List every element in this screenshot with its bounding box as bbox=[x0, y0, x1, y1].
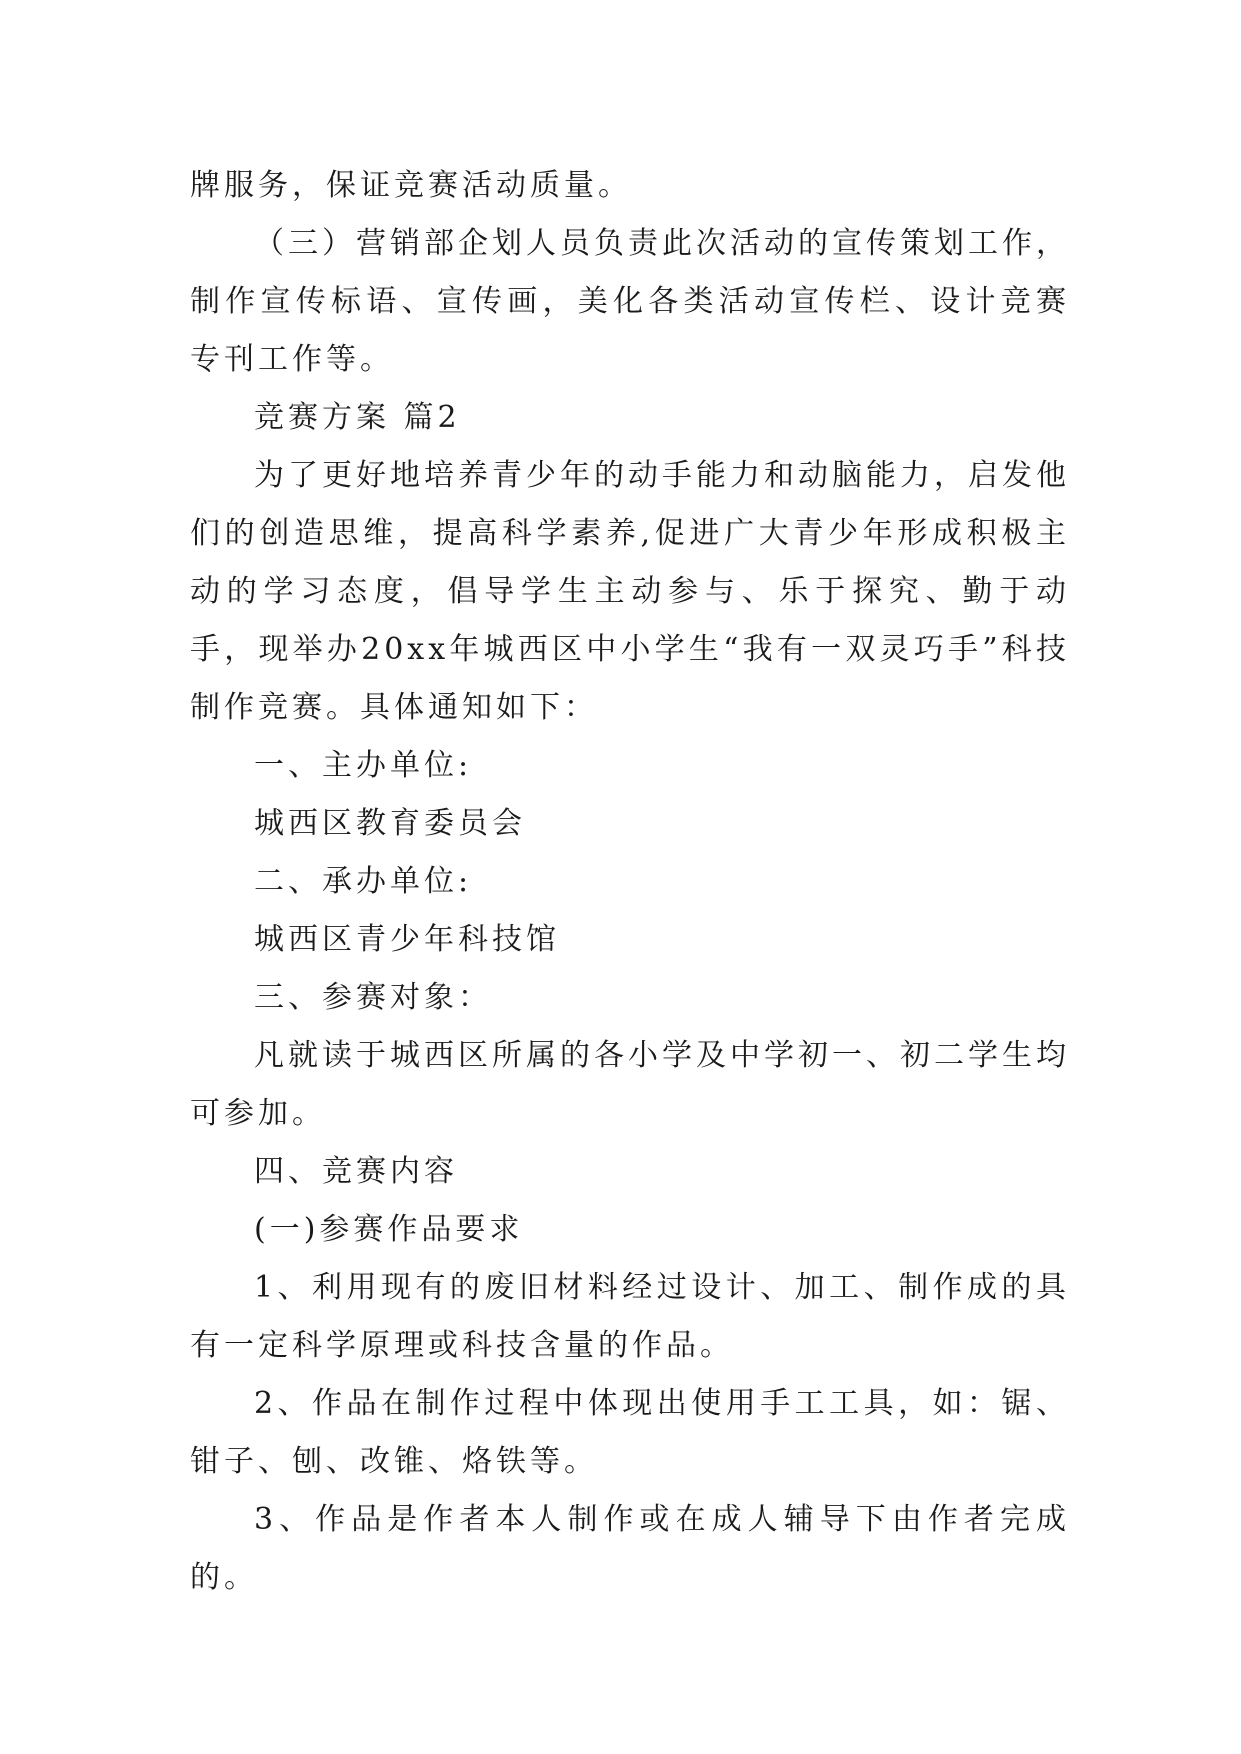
section-heading: 一、主办单位: bbox=[254, 748, 473, 783]
list-item: 1、利用现有的废旧材料经过设计、加工、制作成的具有一定科学原理或科技含量的作品。 bbox=[190, 1270, 1070, 1363]
section-heading: 三、参赛对象： bbox=[254, 980, 492, 1015]
paragraph: 为了更好地培养青少年的动手能力和动脑能力，启发他们的创造思维，提高科学素养,促进广大青少年形成积极主动的学习态度，倡导学生主动参与、乐于探究、勤于动手，现举办20xx年城西区中小学生“我有一双灵巧手”科技制作竞赛。具体通知如下： bbox=[190, 458, 1070, 725]
section-heading: 二、承办单位: bbox=[254, 864, 473, 899]
paragraph: （三）营销部企划人员负责此次活动的宣传策划工作，制作宣传标语、宣传画，美化各类活动宣传栏、设计竞赛专刊工作等。 bbox=[190, 226, 1070, 377]
section-heading: 四、竞赛内容 bbox=[254, 1154, 458, 1189]
list-item: 3、作品是作者本人制作或在成人辅导下由作者完成的。 bbox=[190, 1502, 1070, 1595]
paragraph: 城西区教育委员会 bbox=[254, 806, 526, 841]
section-heading: 竞赛方案 篇2 bbox=[254, 400, 461, 435]
document-body bbox=[190, 157, 1070, 1607]
subsection-heading: (一)参赛作品要求 bbox=[254, 1212, 524, 1247]
paragraph: 凡就读于城西区所属的各小学及中学初一、初二学生均可参加。 bbox=[190, 1038, 1070, 1131]
paragraph: 城西区青少年科技馆 bbox=[254, 922, 560, 957]
list-item: 2、作品在制作过程中体现出使用手工工具，如：锯、钳子、刨、改锥、烙铁等。 bbox=[190, 1386, 1070, 1479]
paragraph: 牌服务，保证竞赛活动质量。 bbox=[190, 168, 632, 203]
